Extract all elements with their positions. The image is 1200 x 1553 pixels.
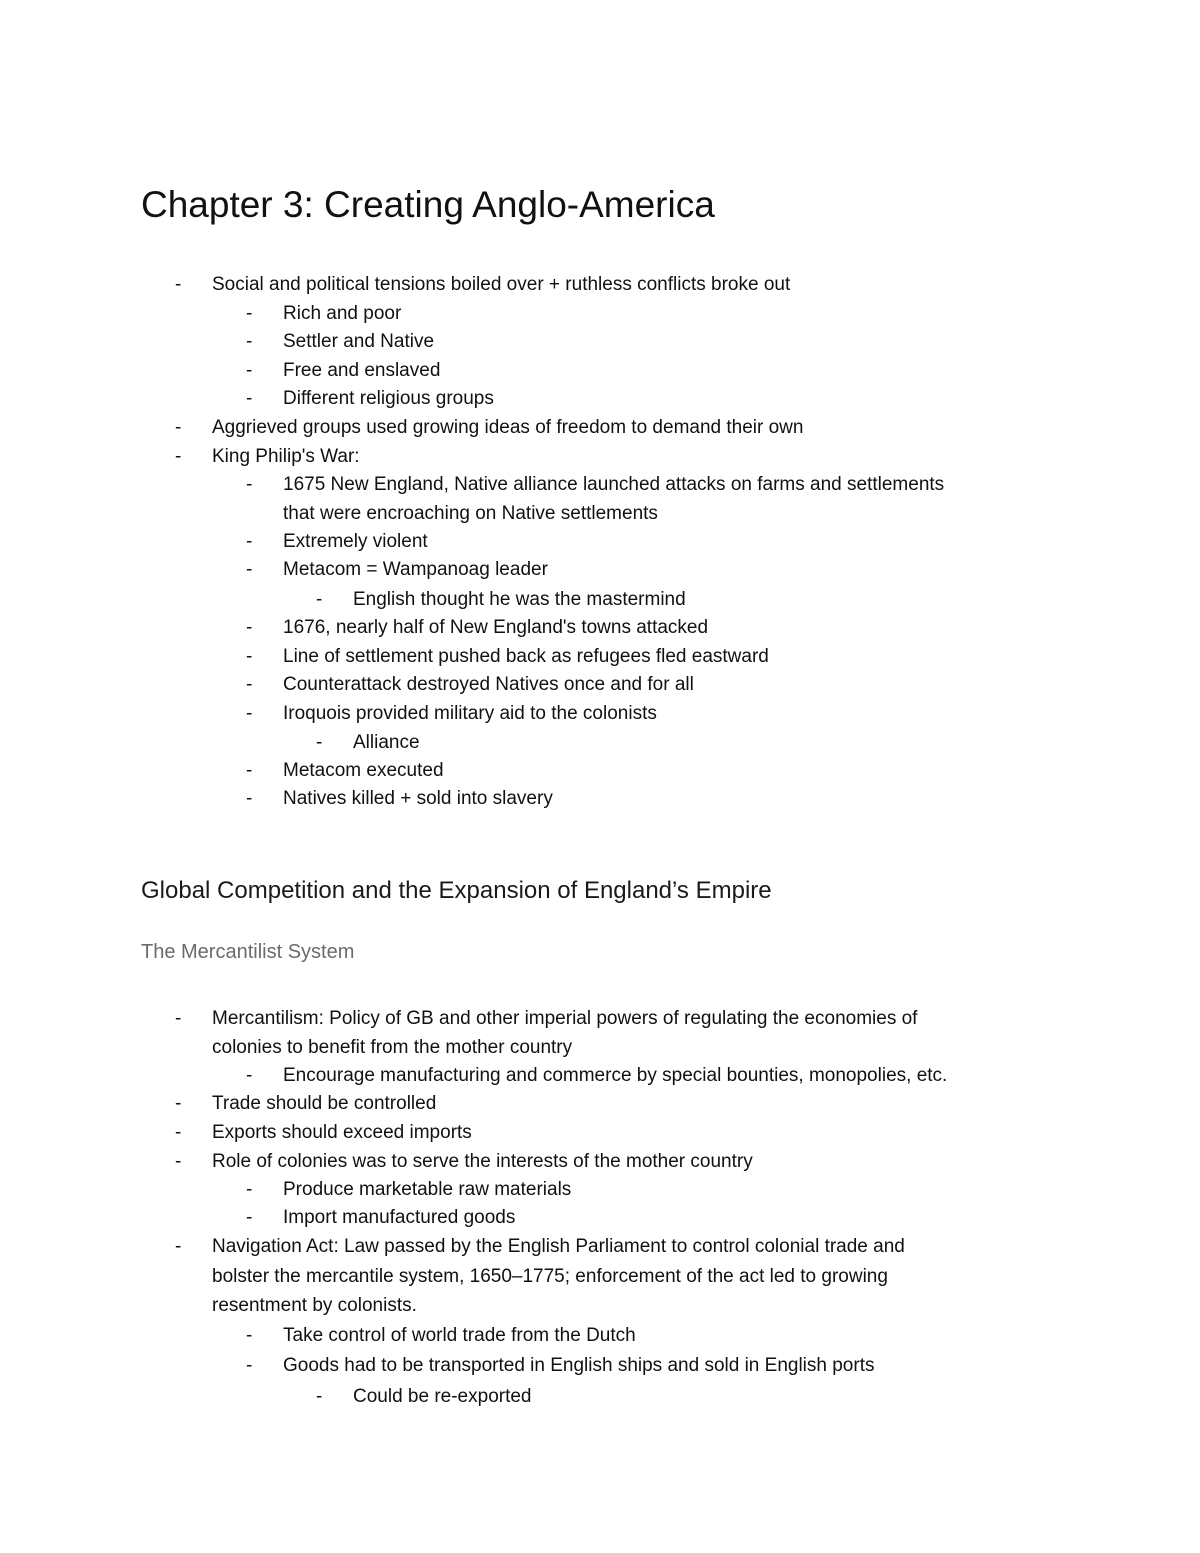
list-item: Exports should exceed imports bbox=[212, 1122, 472, 1143]
list-item: Encourage manufacturing and commerce by special bounties, monopolies, etc. bbox=[283, 1065, 948, 1086]
list-item-continuation: colonies to benefit from the mother country bbox=[212, 1037, 573, 1058]
list-item: Iroquois provided military aid to the colonists bbox=[283, 703, 657, 724]
list-item: King Philip's War: bbox=[212, 446, 360, 467]
bullet-dash: - bbox=[175, 1151, 182, 1172]
bullet-dash: - bbox=[175, 1236, 182, 1257]
list-item: Free and enslaved bbox=[283, 360, 441, 381]
bullet-dash: - bbox=[246, 646, 253, 667]
list-item: Could be re-exported bbox=[353, 1386, 532, 1407]
list-item: Counterattack destroyed Natives once and for all bbox=[283, 674, 694, 695]
list-item: Social and political tensions boiled over + ruthless conflicts broke out bbox=[212, 274, 791, 295]
bullet-dash: - bbox=[175, 274, 182, 295]
bullet-dash: - bbox=[246, 1325, 253, 1346]
bullet-dash: - bbox=[175, 1093, 182, 1114]
bullet-dash: - bbox=[246, 303, 253, 324]
bullet-dash: - bbox=[246, 788, 253, 809]
list-item: Settler and Native bbox=[283, 331, 435, 352]
list-item: Metacom = Wampanoag leader bbox=[283, 559, 548, 580]
bullet-dash: - bbox=[246, 388, 253, 409]
list-item: Metacom executed bbox=[283, 760, 444, 781]
list-item: 1676, nearly half of New England's towns attacked bbox=[283, 617, 709, 638]
list-item: Navigation Act: Law passed by the English Parliament to control colonial trade and bbox=[212, 1236, 905, 1257]
list-item: Goods had to be transported in English ships and sold in English ports bbox=[283, 1355, 875, 1376]
bullet-dash: - bbox=[246, 559, 253, 580]
bullet-dash: - bbox=[246, 1065, 253, 1086]
bullet-dash: - bbox=[316, 589, 323, 610]
bullet-dash: - bbox=[316, 1386, 323, 1407]
list-item-continuation: bolster the mercantile system, 1650–1775; enforcement of the act led to growing bbox=[212, 1266, 888, 1287]
bullet-dash: - bbox=[175, 446, 182, 467]
list-item: Trade should be controlled bbox=[212, 1093, 437, 1114]
bullet-dash: - bbox=[246, 331, 253, 352]
list-item: Role of colonies was to serve the interests of the mother country bbox=[212, 1151, 753, 1172]
bullet-dash: - bbox=[175, 1008, 182, 1029]
list-item-continuation: resentment by colonists. bbox=[212, 1295, 417, 1316]
bullet-dash: - bbox=[175, 1122, 182, 1143]
bullet-dash: - bbox=[246, 760, 253, 781]
bullet-dash: - bbox=[246, 531, 253, 552]
list-item-continuation: that were encroaching on Native settlements bbox=[283, 503, 658, 524]
bullet-dash: - bbox=[246, 1355, 253, 1376]
list-item: Alliance bbox=[353, 732, 420, 753]
section-heading: Global Competition and the Expansion of England’s Empire bbox=[141, 877, 772, 904]
subsection-heading: The Mercantilist System bbox=[141, 941, 355, 963]
list-item: Line of settlement pushed back as refugees fled eastward bbox=[283, 646, 769, 667]
bullet-dash: - bbox=[246, 1207, 253, 1228]
bullet-dash: - bbox=[246, 1179, 253, 1200]
bullet-dash: - bbox=[175, 417, 182, 438]
list-item: Take control of world trade from the Dutch bbox=[283, 1325, 636, 1346]
list-item: Produce marketable raw materials bbox=[283, 1179, 572, 1200]
bullet-dash: - bbox=[246, 474, 253, 495]
list-item: Import manufactured goods bbox=[283, 1207, 516, 1228]
bullet-dash: - bbox=[316, 732, 323, 753]
bullet-dash: - bbox=[246, 674, 253, 695]
list-item: 1675 New England, Native alliance launched attacks on farms and settlements bbox=[283, 474, 945, 495]
list-item: Mercantilism: Policy of GB and other imperial powers of regulating the economies of bbox=[212, 1008, 918, 1029]
list-item: Extremely violent bbox=[283, 531, 428, 552]
list-item: Different religious groups bbox=[283, 388, 494, 409]
list-item: Natives killed + sold into slavery bbox=[283, 788, 553, 809]
bullet-dash: - bbox=[246, 617, 253, 638]
list-item: Rich and poor bbox=[283, 303, 402, 324]
list-item: Aggrieved groups used growing ideas of freedom to demand their own bbox=[212, 417, 804, 438]
bullet-dash: - bbox=[246, 360, 253, 381]
bullet-dash: - bbox=[246, 703, 253, 724]
list-item: English thought he was the mastermind bbox=[353, 589, 686, 610]
page-title: Chapter 3: Creating Anglo-America bbox=[141, 184, 715, 225]
